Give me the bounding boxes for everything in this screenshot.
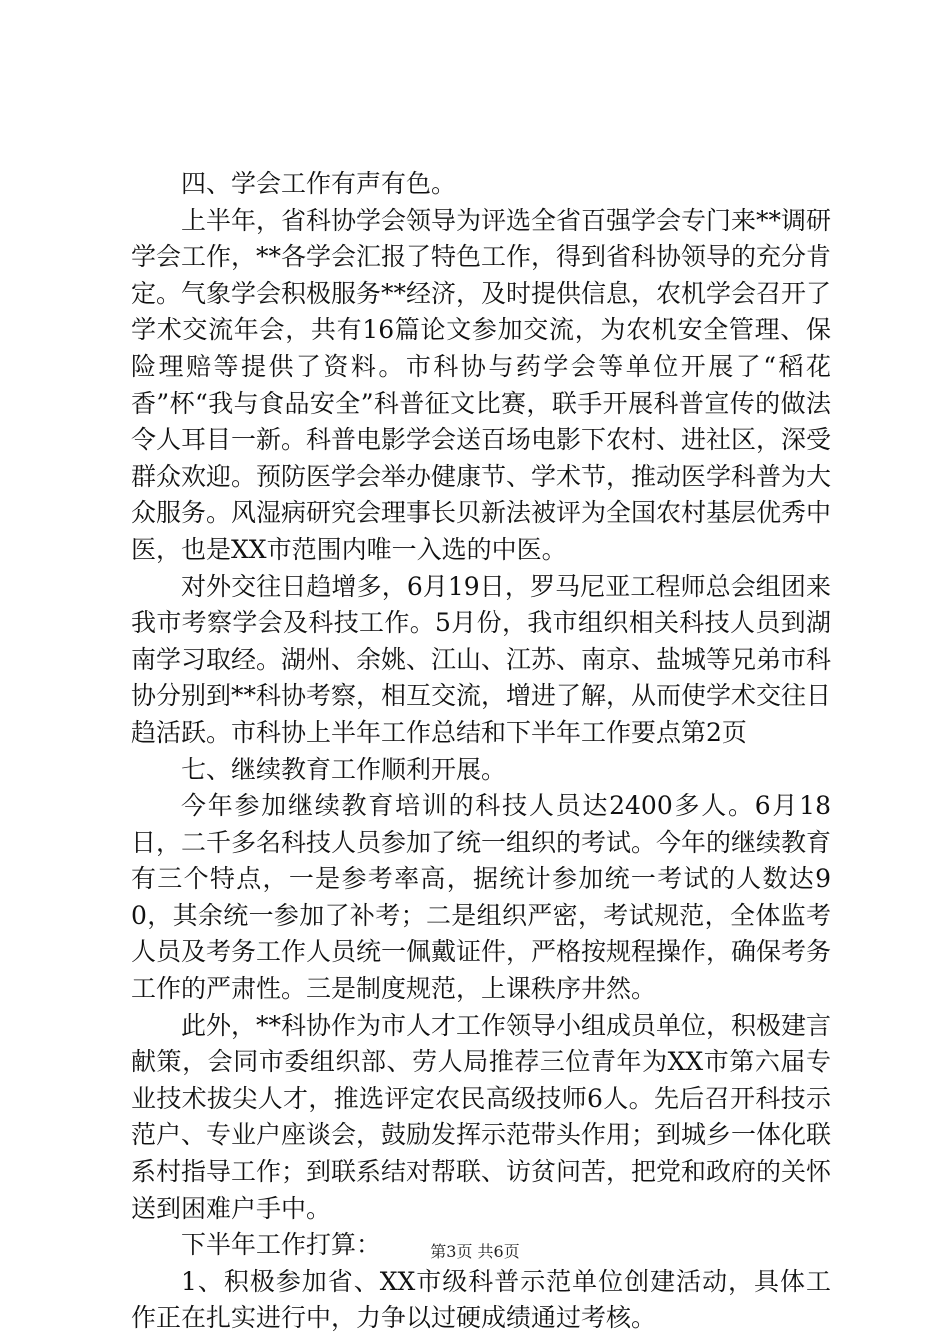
paragraph-continuing-education: 今年参加继续教育培训的科技人员达2400多人。6月18日，二千多名科技人员参加了统一组织的考试。今年的继续教育有三个特点，一是参考率高，据统计参加统一考试的人数达90，其余统一参加了补考；二是组织严密，考试规范，全体监考人员及考务工作人员统一佩戴证件，严格按规程操作，确保考务工作的严肃性。三是制度规范，上课秩序井然。	[131, 791, 832, 1004]
paragraph-talent-work: 此外，**科协作为市人才工作领导小组成员单位，积极建言献策，会同市委组织部、劳人局推荐三位青年为XX市第六届专业技术拔尖人才，推选评定农民高级技师6人。先后召开科技示范户、专业户座谈会，鼓励发挥示范带头作用；到城乡一体化联系村指导工作；到联系结对帮联、访贫问苦，把党和政府的关怀送到困难户手中。	[131, 1010, 832, 1223]
document-body	[131, 166, 831, 1337]
section-heading-next-half: 下半年工作打算：	[181, 1230, 382, 1260]
section-heading-7: 七、继续教育工作顺利开展。	[181, 754, 507, 784]
page-number-footer: 第3页 共6页	[430, 1242, 520, 1261]
paragraph-external-exchange: 对外交往日趋增多，6月19日，罗马尼亚工程师总会组团来我市考察学会及科技工作。5月份，我市组织相关科技人员到湖南学习取经。湖州、余姚、江山、江苏、南京、盐城等兄弟市科协分别到**科协考察，相互交流，增进了解，从而使学术交往日趋活跃。市科协上半年工作总结和下半年工作要点第2页	[131, 571, 832, 747]
section-heading-4: 四、学会工作有声有色。	[181, 169, 457, 198]
paragraph-plan-item-1: 1、积极参加省、XX市级科普示范单位创建活动，具体工作正在扎实进行中，力争以过硬成绩通过考核。	[131, 1266, 831, 1333]
paragraph-society-work: 上半年，省科协学会领导为评选全省百强学会专门来**调研学会工作，**各学会汇报了特色工作，得到省科协领导的充分肯定。气象学会积极服务**经济，及时提供信息，农机学会召开了学术交流年会，共有16篇论文参加交流，为农机安全管理、保险理赔等提供了资料。市科协与药学会等单位开展了“稻花香”杯“我与食品安全”科普征文比赛，联手开展科普宣传的做法令人耳目一新。科普电影学会送百场电影下农村、进社区，深受群众欢迎。预防医学会举办健康节、学术节，推动医学科普为大众服务。风湿病研究会理事长贝新法被评为全国农村基层优秀中医，也是XX市范围内唯一入选的中医。	[131, 205, 832, 564]
